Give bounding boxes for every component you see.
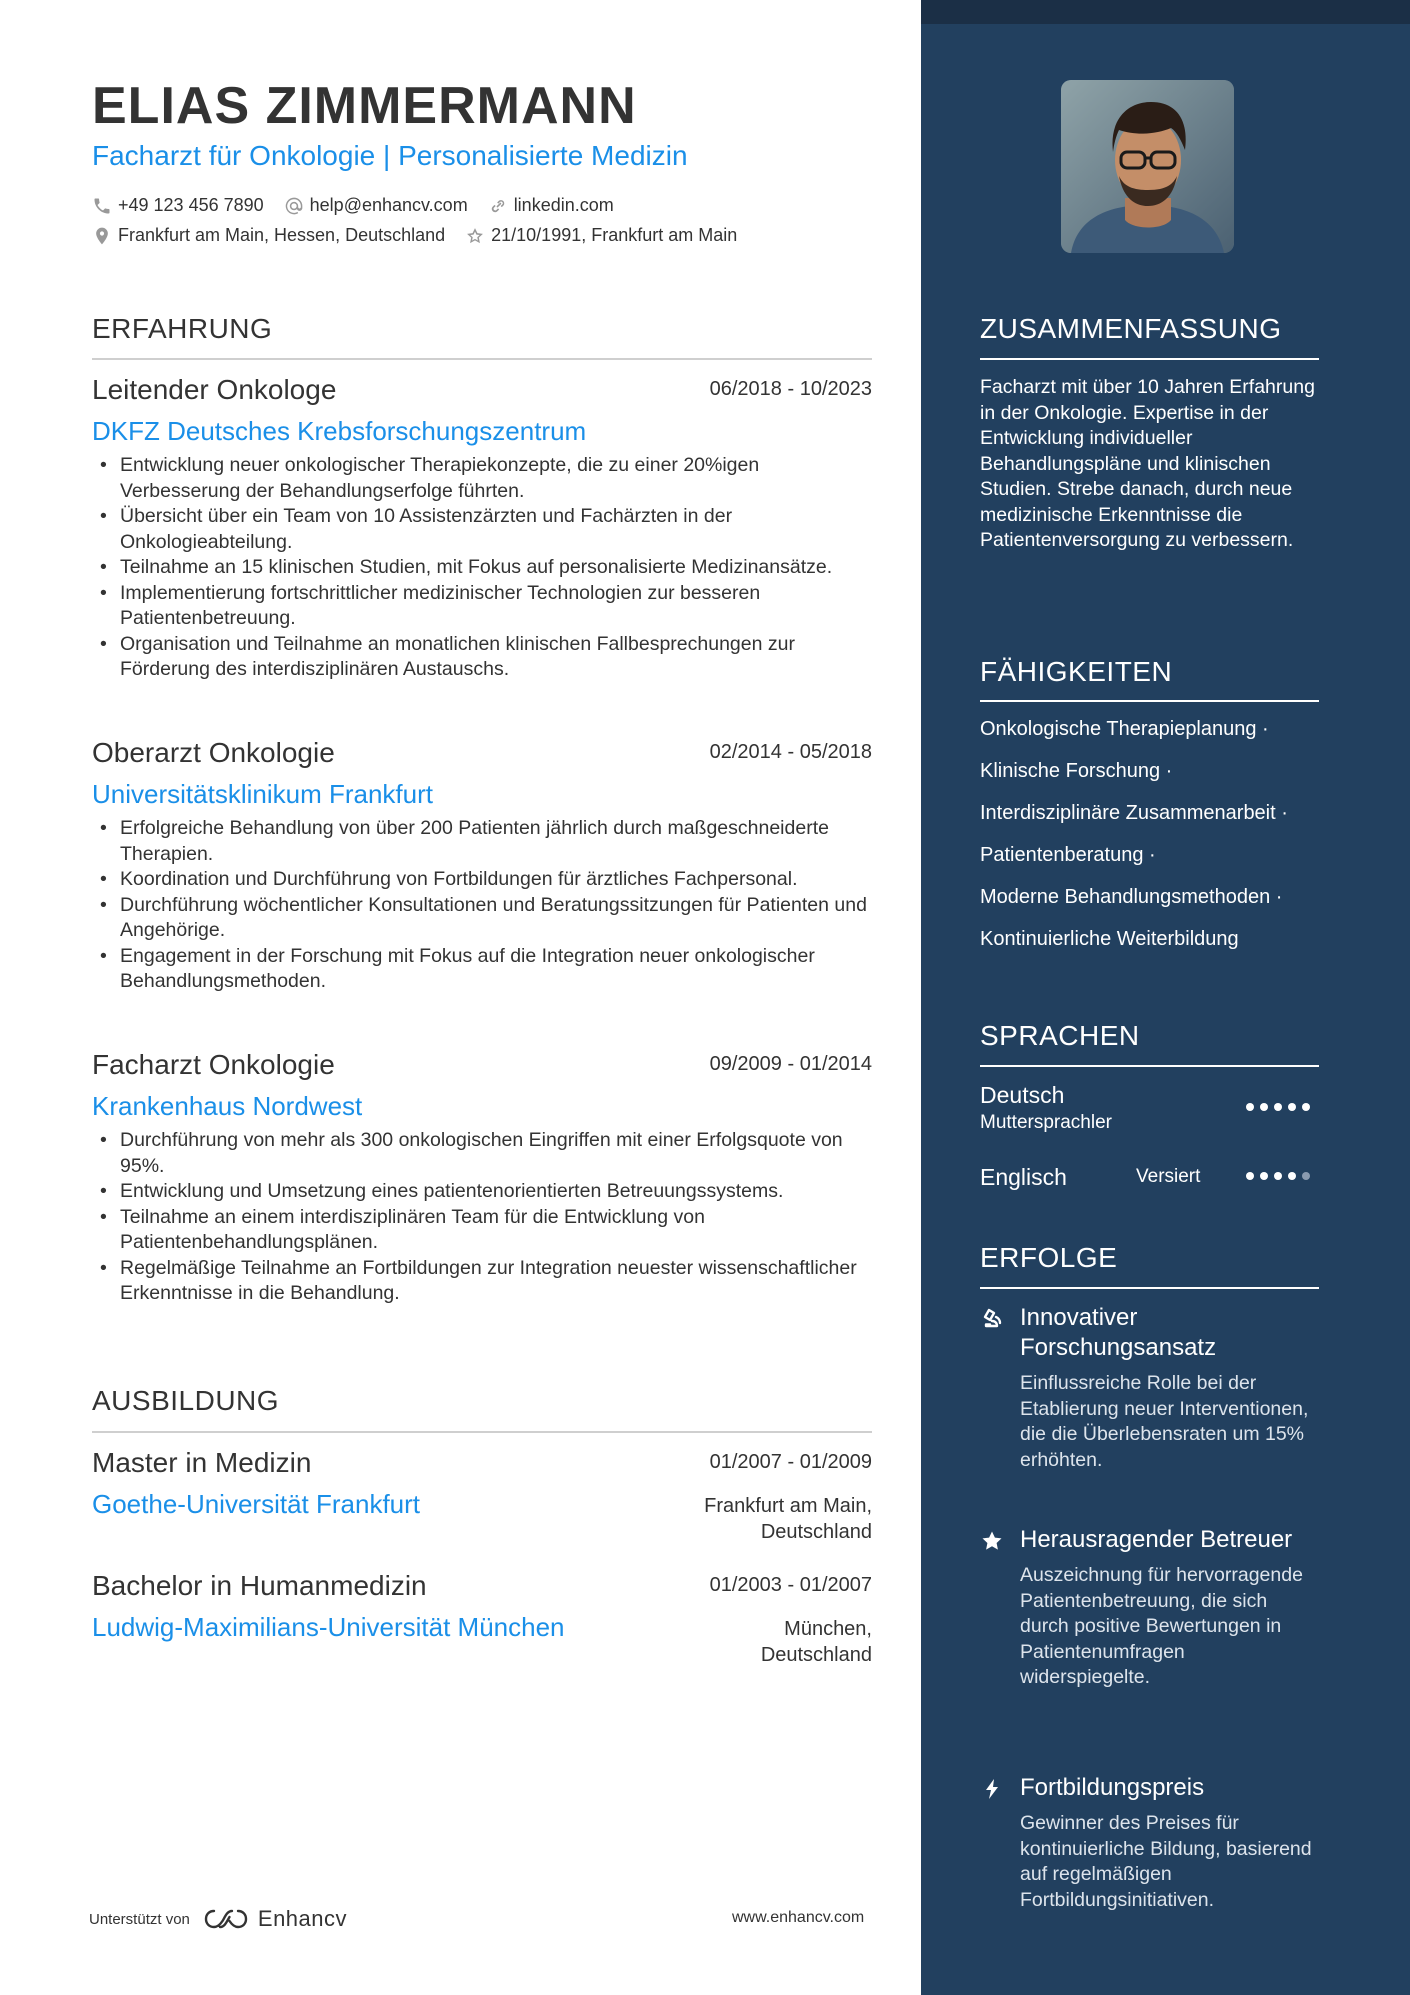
job-bullets: [92, 1128, 872, 1307]
education-location-line: Deutschland: [760, 1644, 872, 1666]
rating-dot-empty: [1302, 1172, 1310, 1180]
rating-dot-filled: [1288, 1103, 1296, 1111]
achievements-heading: ERFOLGE: [980, 1242, 1118, 1273]
language-rating: [1246, 1103, 1316, 1111]
job-entry: [92, 1049, 872, 1307]
education-entry: [92, 1570, 872, 1666]
rating-dot-filled: [1302, 1103, 1310, 1111]
achievements-divider: [980, 1287, 1319, 1289]
job-bullet: • Koordination und Durchführung von Fortbildungen für ärztliches Fachpersonal.: [92, 867, 872, 893]
job-company: Universitätsklinikum Frankfurt: [92, 779, 433, 809]
job-title: Facharzt Onkologie: [92, 1049, 335, 1080]
skill-item: Patientenberatung ·: [980, 844, 1156, 866]
skill-item: Kontinuierliche Weiterbildung: [980, 928, 1239, 950]
job-bullet: • Teilnahme an 15 klinischen Studien, mit Fokus auf personalisierte Medizinansätze.: [92, 555, 872, 581]
language-rating: [1246, 1172, 1316, 1180]
location-pin-icon: [92, 226, 112, 246]
contact-phone: [92, 195, 264, 216]
sidebar-top-bar: [921, 0, 1410, 24]
contact-location: [92, 225, 445, 246]
job-title: Oberarzt Onkologie: [92, 737, 335, 768]
candidate-subtitle: Facharzt für Onkologie | Personalisierte Medizin: [92, 140, 688, 171]
education-school: Ludwig-Maximilians-Universität München: [92, 1612, 565, 1642]
candidate-name: ELIAS ZIMMERMANN: [92, 77, 637, 135]
profile-photo: [1061, 80, 1234, 253]
skills-heading: FÄHIGKEITEN: [980, 656, 1173, 687]
powered-by-text: Unterstützt von: [89, 1910, 190, 1928]
education-date: 01/2003 - 01/2007: [709, 1574, 872, 1596]
achievement-title: Fortbildungspreis: [1020, 1774, 1205, 1801]
microscope-icon: [980, 1307, 1004, 1331]
achievement-desc: Einflussreiche Rolle bei der Etablierung neuer Interventionen, die die Überlebensraten um 15% erhöhten.: [1020, 1372, 1309, 1471]
rating-dot-filled: [1260, 1172, 1268, 1180]
summary-heading: ZUSAMMENFASSUNG: [980, 313, 1282, 344]
education-date: 01/2007 - 01/2009: [709, 1451, 872, 1473]
achievement-title: Herausragender Betreuer: [1020, 1526, 1293, 1553]
contact-link[interactable]: [488, 195, 614, 216]
language-name: Deutsch: [980, 1082, 1065, 1108]
star-icon: [980, 1529, 1004, 1553]
location-text: Frankfurt am Main, Hessen, Deutschland: [118, 225, 446, 245]
brand-name: Enhancv: [257, 1906, 348, 1931]
language-level: Muttersprachler: [980, 1112, 1112, 1133]
skill-item: Moderne Behandlungsmethoden ·: [980, 886, 1283, 908]
job-bullets: [92, 816, 872, 995]
link-text: linkedin.com: [513, 195, 614, 215]
job-date: 06/2018 - 10/2023: [709, 378, 872, 400]
language-level: Versiert: [1136, 1166, 1201, 1187]
summary-text: Facharzt mit über 10 Jahren Erfahrung in der Onkologie. Expertise in der Entwicklung individueller Behandlungspläne und klinischen Studien. Strebe danach, durch neue medizinische Erkenntnisse die Patientenversorgung zu verbessern.: [980, 376, 1315, 551]
phone-icon: [92, 196, 112, 216]
education-location: [704, 1493, 872, 1545]
enhancv-logo-icon: [202, 1907, 250, 1931]
footer-url[interactable]: www.enhancv.com: [732, 1909, 865, 1926]
experience-heading: ERFAHRUNG: [92, 313, 273, 344]
education-degree: Master in Medizin: [92, 1447, 312, 1478]
education-location: [761, 1616, 872, 1668]
job-bullet: • Implementierung fortschrittlicher medizinischer Technologien zur besseren Patientenbetreuung.: [92, 581, 872, 632]
education-entry: [92, 1447, 872, 1543]
bolt-icon: [980, 1777, 1004, 1801]
languages-divider: [980, 1065, 1319, 1067]
job-bullet: • Entwicklung und Umsetzung eines patientenorientierten Betreuungssystems.: [92, 1179, 872, 1205]
contact-birth: [465, 225, 737, 246]
star-outline-icon: [465, 226, 485, 246]
rating-dot-filled: [1274, 1172, 1282, 1180]
job-bullet: • Entwicklung neuer onkologischer Therapiekonzepte, die zu einer 20%igen Verbesserung der Behandlungserfolge führten.: [92, 453, 872, 504]
job-entry: [92, 374, 872, 683]
job-bullet: • Teilnahme an einem interdisziplinären Team für die Entwicklung von Patientenbehandlungsplänen.: [92, 1205, 872, 1256]
job-bullet: • Engagement in der Forschung mit Fokus auf die Integration neuer onkologischer Behandlungsmethoden.: [92, 944, 872, 995]
job-bullet: • Übersicht über ein Team von 10 Assistenzärzten und Fachärzten in der Onkologieabteilung.: [92, 504, 872, 555]
education-heading: AUSBILDUNG: [92, 1385, 280, 1416]
job-bullet: • Organisation und Teilnahme an monatlichen klinischen Fallbesprechungen zur Förderung des interdisziplinären Austauschs.: [92, 632, 872, 683]
job-date: 09/2009 - 01/2014: [709, 1053, 872, 1075]
at-icon: [284, 196, 304, 216]
contact-email[interactable]: [284, 195, 468, 216]
skill-item: Klinische Forschung ·: [980, 760, 1173, 782]
rating-dot-filled: [1288, 1172, 1296, 1180]
link-icon: [488, 196, 508, 216]
rating-dot-filled: [1246, 1172, 1254, 1180]
achievement-desc: Auszeichnung für hervorragende Patientenbetreuung, die sich durch positive Bewertungen in Patientenumfragen widerspiegelte.: [1020, 1564, 1303, 1688]
job-bullets: [92, 453, 872, 683]
achievement-desc: Gewinner des Preises für kontinuierliche Bildung, basierend auf regelmäßigen Fortbildungsinitiativen.: [1020, 1812, 1312, 1911]
achievement-item: [980, 1525, 1320, 1691]
job-bullet: • Erfolgreiche Behandlung von über 200 Patienten jährlich durch maßgeschneiderte Therapien.: [92, 816, 872, 867]
job-bullet: • Durchführung von mehr als 300 onkologischen Eingriffen mit einer Erfolgsquote von 95%.: [92, 1128, 872, 1179]
rating-dot-filled: [1260, 1103, 1268, 1111]
achievement-title: Innovativer Forschungsansatz: [1020, 1304, 1217, 1361]
rating-dot-filled: [1274, 1103, 1282, 1111]
education-divider: [92, 1431, 872, 1433]
experience-divider: [92, 358, 872, 360]
languages-heading: SPRACHEN: [980, 1020, 1140, 1051]
job-title: Leitender Onkologe: [92, 374, 337, 405]
education-location-line: Frankfurt am Main,: [704, 1495, 872, 1517]
job-bullet: • Regelmäßige Teilnahme an Fortbildungen zur Integration neuester wissenschaftlicher Erkenntnisse in die Behandlung.: [92, 1256, 872, 1307]
education-degree: Bachelor in Humanmedizin: [92, 1570, 427, 1601]
contact-row-1: [92, 195, 634, 216]
achievement-item: [980, 1773, 1320, 1913]
job-company: Krankenhaus Nordwest: [92, 1091, 363, 1121]
rating-dot-filled: [1246, 1103, 1254, 1111]
skill-item: Interdisziplinäre Zusammenarbeit ·: [980, 802, 1288, 824]
education-location-line: München,: [784, 1618, 872, 1640]
phone-text: +49 123 456 7890: [118, 195, 264, 215]
birth-text: 21/10/1991, Frankfurt am Main: [491, 225, 738, 245]
job-bullet: • Durchführung wöchentlicher Konsultationen und Beratungssitzungen für Patienten und Angehörige.: [92, 893, 872, 944]
job-entry: [92, 737, 872, 995]
avatar: [1061, 80, 1234, 253]
education-location-line: Deutschland: [760, 1521, 872, 1543]
contact-row-2: [92, 225, 757, 246]
job-date: 02/2014 - 05/2018: [709, 741, 872, 763]
achievement-item: [980, 1303, 1320, 1473]
skill-item: Onkologische Therapieplanung ·: [980, 718, 1269, 740]
summary-divider: [980, 358, 1319, 360]
email-text: help@enhancv.com: [309, 195, 468, 215]
language-name: Englisch: [980, 1164, 1067, 1190]
job-company: DKFZ Deutsches Krebsforschungszentrum: [92, 416, 587, 446]
footer-powered-by: [89, 1906, 347, 1932]
skills-divider: [980, 700, 1319, 702]
education-school: Goethe-Universität Frankfurt: [92, 1489, 421, 1519]
sidebar: [921, 0, 1410, 1995]
